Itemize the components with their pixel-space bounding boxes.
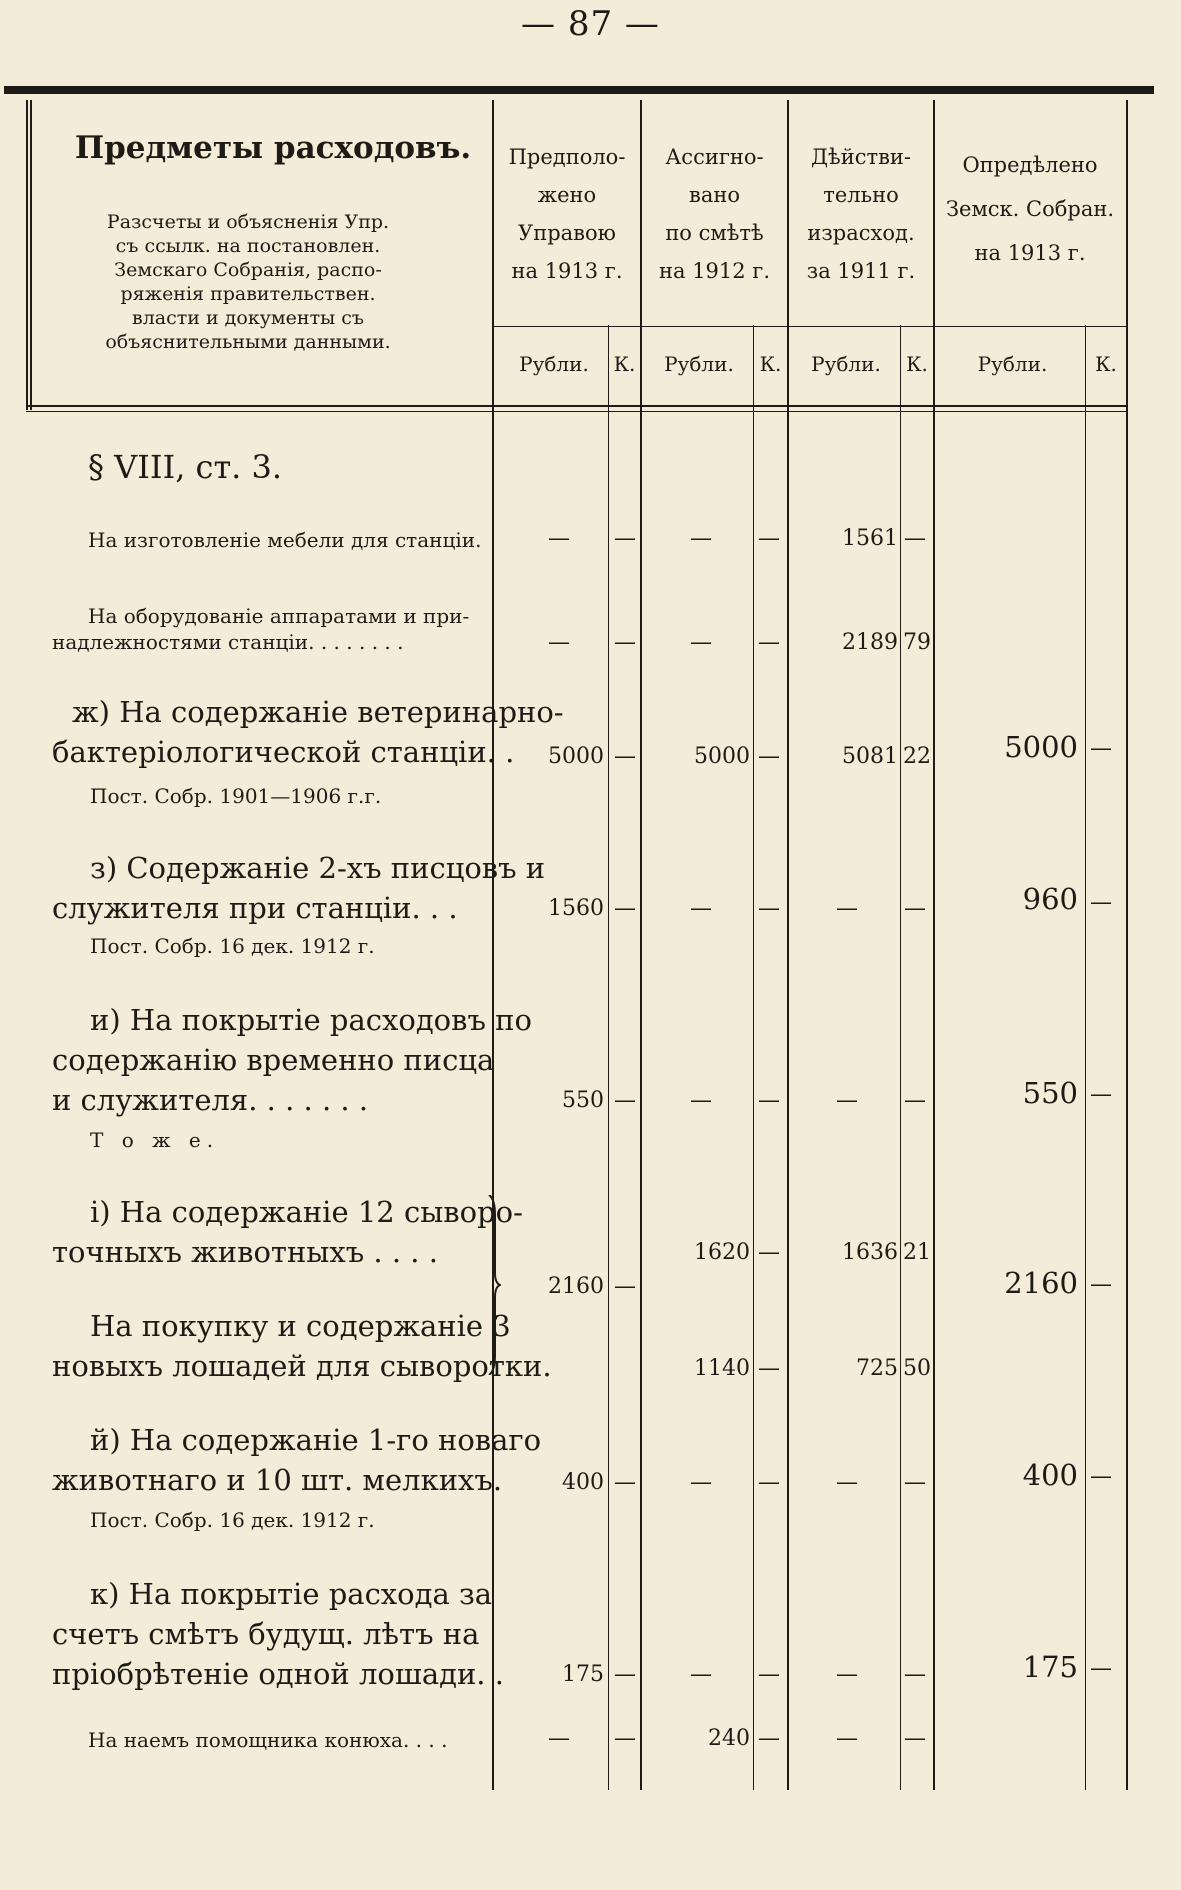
- cell-c2k: —: [758, 1726, 780, 1751]
- cell-c2k: —: [758, 1240, 780, 1265]
- header-bottom-rule: [26, 405, 1128, 407]
- cell-c3r: 1636: [842, 1240, 898, 1265]
- cell-c1k: —: [614, 1088, 636, 1113]
- cell-c2k: —: [758, 1088, 780, 1113]
- cell-c3k: 22: [903, 744, 931, 769]
- cell-c2k: —: [758, 1662, 780, 1687]
- cell-c2r: —: [690, 630, 712, 655]
- cell-c4r: 550: [1022, 1076, 1078, 1110]
- kopek-divider-4: [1085, 325, 1086, 1790]
- row-text-line2: точныхъ животныхъ . . . .: [52, 1235, 438, 1269]
- divider-right: [1126, 100, 1128, 1790]
- column-header-4: Опредѣлено Земск. Собран. на 1913 г.: [945, 153, 1115, 265]
- cell-c2r: —: [690, 526, 712, 551]
- row-text-line2: животнаго и 10 шт. мелкихъ.: [52, 1463, 503, 1497]
- divider-text-col: [492, 100, 494, 1790]
- cell-c2r: 1620: [694, 1240, 750, 1265]
- cell-c1r: 400: [562, 1470, 604, 1495]
- cell-c4r: 5000: [1004, 730, 1078, 764]
- row-text-line2: служителя при станціи. . .: [52, 891, 458, 925]
- cell-c4r: 960: [1022, 882, 1078, 916]
- row-text-line1: й) На содержаніе 1-го новаго: [90, 1423, 542, 1457]
- cell-c3r: 1561: [842, 526, 898, 551]
- divider-col1: [640, 100, 642, 1790]
- cell-c1k: —: [614, 630, 636, 655]
- row-note: Т о ж е.: [90, 1128, 220, 1152]
- cell-c1r: 550: [562, 1088, 604, 1113]
- cell-c3r: —: [836, 1088, 858, 1113]
- row-text-line1: На оборудованіе аппаратами и при-: [88, 604, 470, 628]
- row-text-line1: и) На покрытіе расходовъ по: [90, 1003, 532, 1037]
- kopek-divider-2: [753, 325, 754, 1790]
- frame-left-line-2: [30, 100, 32, 410]
- row-text-line2: счетъ смѣтъ будущ. лѣтъ на: [52, 1617, 480, 1651]
- cell-c1k: —: [614, 526, 636, 551]
- cell-c3k: —: [904, 1662, 926, 1687]
- cell-c3k: 50: [903, 1356, 931, 1381]
- row-text-line3: пріобрѣтеніе одной лошади. .: [52, 1657, 504, 1691]
- cell-c4r: 2160: [1004, 1266, 1078, 1300]
- cell-c3r: 5081: [842, 744, 898, 769]
- cell-c4k: —: [1090, 1082, 1112, 1107]
- row-note: Пост. Собр. 16 дек. 1912 г.: [90, 934, 375, 958]
- row-text-line2: содержанію временно писца: [52, 1043, 495, 1077]
- cell-c3r: 2189: [842, 630, 898, 655]
- cell-c2r: 240: [708, 1726, 750, 1751]
- cell-c3r: —: [836, 1470, 858, 1495]
- row-text-line2: бактеріологической станціи. .: [52, 735, 515, 769]
- unit-rubles-3: Рубли.: [811, 352, 881, 376]
- unit-rubles-1: Рубли.: [519, 352, 589, 376]
- cell-c4k: —: [1090, 1464, 1112, 1489]
- cell-c1r: 1560: [548, 896, 604, 921]
- row-text-line3: и служителя. . . . . . .: [52, 1083, 369, 1117]
- column-header-2: Ассигно- вано по смѣтѣ на 1912 г.: [659, 145, 770, 283]
- cell-c3r: —: [836, 1662, 858, 1687]
- row-note: Пост. Собр. 1901—1906 г.г.: [90, 784, 382, 808]
- row-text-line1: На покупку и содержаніе 3: [90, 1309, 511, 1343]
- page-number: — 87 —: [521, 4, 660, 44]
- unit-kopeks-1: К.: [613, 352, 636, 376]
- cell-c3k: —: [904, 1726, 926, 1751]
- cell-c2r: 5000: [694, 744, 750, 769]
- cell-c4k: —: [1090, 1272, 1112, 1297]
- row-text-line1: з) Содержаніе 2-хъ писцовъ и: [90, 851, 546, 885]
- cell-c2r: 1140: [694, 1356, 750, 1381]
- header-title: Предметы расходовъ.: [74, 130, 472, 166]
- header-subrule: [494, 326, 1126, 327]
- unit-kopeks-2: К.: [759, 352, 782, 376]
- header-bottom-rule-2: [26, 411, 1128, 412]
- cell-c1r: —: [548, 630, 570, 655]
- cell-c3k: —: [904, 896, 926, 921]
- cell-c1r: —: [548, 1726, 570, 1751]
- cell-c4r: 175: [1022, 1650, 1078, 1684]
- cell-c4k: —: [1090, 1656, 1112, 1681]
- kopek-divider-3: [900, 325, 901, 1790]
- unit-kopeks-3: К.: [906, 352, 928, 376]
- cell-c2k: —: [758, 744, 780, 769]
- cell-c3k: —: [904, 526, 926, 551]
- cell-c2k: —: [758, 896, 780, 921]
- cell-c1k: —: [614, 1274, 636, 1299]
- row-text-line1: к) На покрытіе расхода за: [90, 1577, 493, 1611]
- cell-c2r: —: [690, 1088, 712, 1113]
- cell-c3r: 725: [856, 1356, 898, 1381]
- row-text-line1: ж) На содержаніе ветеринарно-: [72, 695, 564, 729]
- top-rule: [4, 86, 1154, 94]
- column-header-1: Предполо- жено Управою на 1913 г.: [508, 145, 626, 283]
- cell-c3r: —: [836, 1726, 858, 1751]
- cell-c3k: —: [904, 1470, 926, 1495]
- cell-c2k: —: [758, 630, 780, 655]
- cell-c1r: —: [548, 526, 570, 551]
- cell-c3k: 21: [903, 1240, 931, 1265]
- kopek-divider-1: [608, 325, 609, 1790]
- column-header-3: Дѣйстви- тельно израсход. за 1911 г.: [806, 145, 916, 283]
- cell-c4k: —: [1090, 890, 1112, 915]
- divider-col2: [787, 100, 789, 1790]
- cell-c3k: 79: [903, 630, 931, 655]
- cell-c1k: —: [614, 1726, 636, 1751]
- row-text: На изготовленіе мебели для станціи.: [88, 528, 482, 552]
- cell-c3r: —: [836, 896, 858, 921]
- row-text: На наемъ помощника конюха. . . .: [88, 1728, 448, 1752]
- unit-rubles-4: Рубли.: [977, 352, 1048, 376]
- row-note: Пост. Собр. 16 дек. 1912 г.: [90, 1508, 375, 1532]
- unit-rubles-2: Рубли.: [664, 352, 734, 376]
- cell-c1k: —: [614, 744, 636, 769]
- unit-kopeks-4: К.: [1095, 352, 1117, 376]
- row-text-line1: і) На содержаніе 12 сыворо-: [90, 1195, 523, 1229]
- cell-c1r: 2160: [548, 1274, 604, 1299]
- row-text-line2: новыхъ лошадей для сыворотки.: [52, 1349, 552, 1383]
- row-text-line2: надлежностями станціи. . . . . . . .: [52, 630, 404, 654]
- cell-c2k: —: [758, 1356, 780, 1381]
- cell-c1k: —: [614, 1470, 636, 1495]
- cell-c1r: 5000: [548, 744, 604, 769]
- frame-left-line: [26, 100, 28, 410]
- divider-col3: [933, 100, 935, 1790]
- cell-c4k: —: [1090, 736, 1112, 761]
- cell-c2k: —: [758, 526, 780, 551]
- cell-c2r: —: [690, 896, 712, 921]
- cell-c2r: —: [690, 1662, 712, 1687]
- cell-c1k: —: [614, 1662, 636, 1687]
- cell-c2k: —: [758, 1470, 780, 1495]
- cell-c4r: 400: [1022, 1458, 1078, 1492]
- cell-c3k: —: [904, 1088, 926, 1113]
- cell-c1r: 175: [562, 1662, 604, 1687]
- header-description: Разсчеты и объясненія Упр. съ ссылк. на постановлен. Земскаго Собранія, распо- ряженія правительствен. власти и документы съ объяснительными данными.: [105, 211, 391, 353]
- section-heading: § VIII, ст. 3.: [88, 448, 283, 486]
- cell-c1k: —: [614, 896, 636, 921]
- cell-c2r: —: [690, 1470, 712, 1495]
